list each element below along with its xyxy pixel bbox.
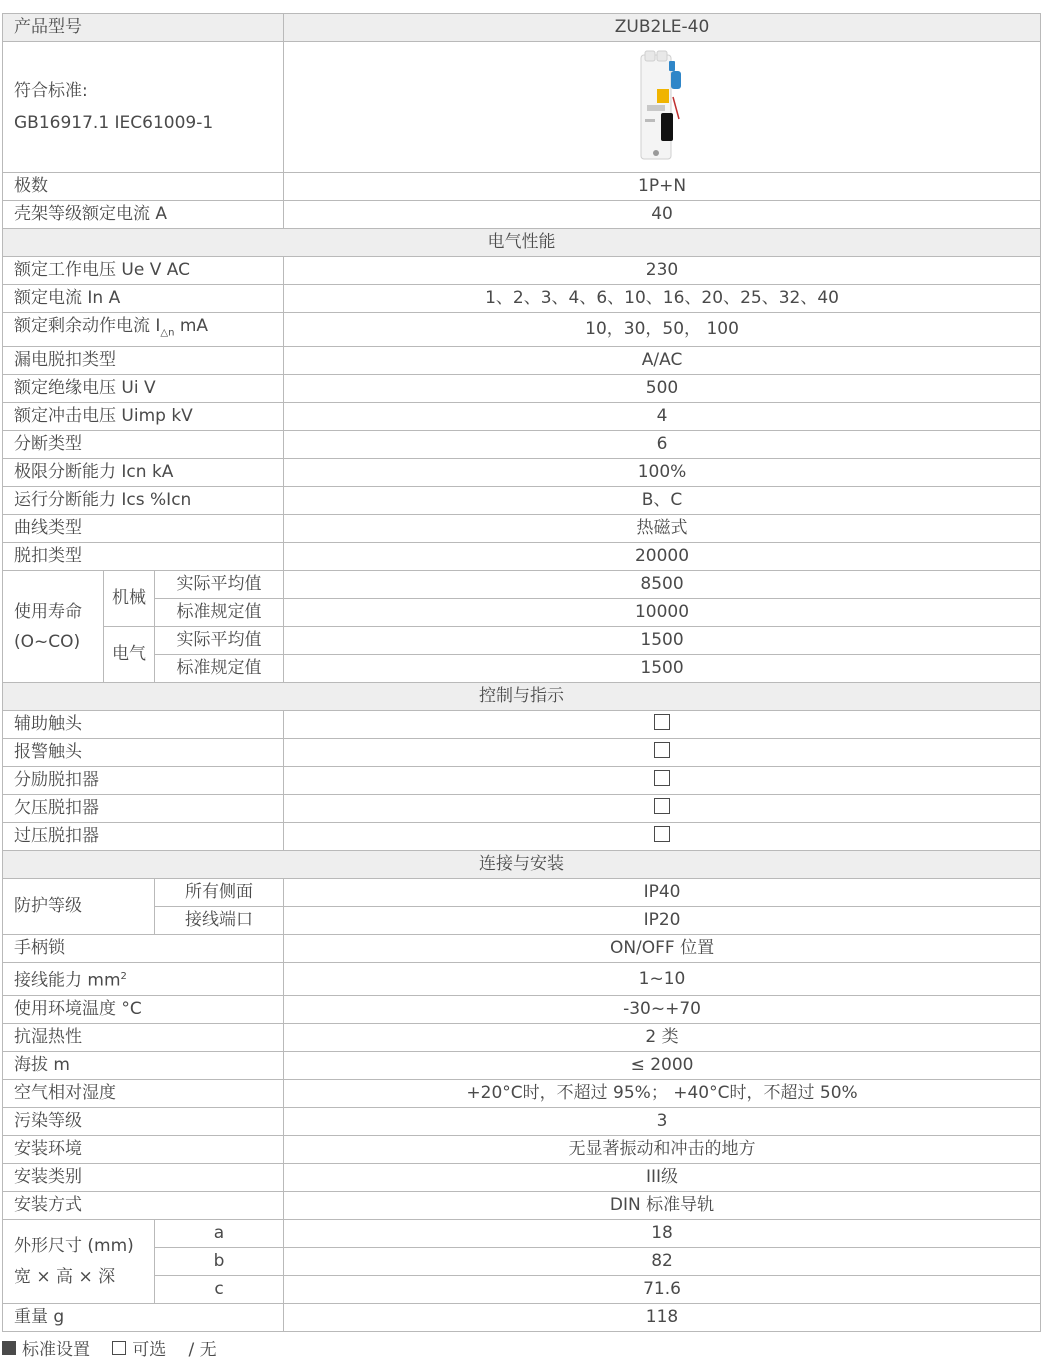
table-row bbox=[3, 823, 1041, 851]
row-value: 1500 bbox=[284, 655, 1041, 683]
optional-checkbox-icon bbox=[654, 826, 670, 842]
section-title: 连接与安装 bbox=[3, 851, 1041, 879]
table-row bbox=[3, 487, 1041, 515]
row-label bbox=[3, 963, 284, 996]
table-row-dim-c bbox=[3, 1276, 1041, 1304]
row-value: 82 bbox=[284, 1248, 1041, 1276]
row-label: 极数 bbox=[3, 173, 284, 201]
row-value: 10000 bbox=[284, 599, 1041, 627]
row-value: ≤ 2000 bbox=[284, 1052, 1041, 1080]
section-header-electrical bbox=[3, 229, 1041, 257]
optional-checkbox-icon bbox=[654, 770, 670, 786]
row-label: 漏电脱扣类型 bbox=[3, 347, 284, 375]
row-sublabel: 标准规定值 bbox=[155, 599, 284, 627]
table-row bbox=[3, 1108, 1041, 1136]
table-row-life-elec-std bbox=[3, 655, 1041, 683]
row-label: 过压脱扣器 bbox=[3, 823, 284, 851]
life-mech-label: 机械 bbox=[104, 571, 155, 627]
spec-table-wrapper bbox=[2, 13, 1040, 1332]
legend-optional: 可选 bbox=[132, 1340, 167, 1360]
row-value: 1~10 bbox=[284, 963, 1041, 996]
table-row bbox=[3, 459, 1041, 487]
row-label-unit: mA bbox=[174, 316, 209, 336]
row-label: 极限分断能力 Icn kA bbox=[3, 459, 284, 487]
row-value: 热磁式 bbox=[284, 515, 1041, 543]
model-label: 产品型号 bbox=[3, 14, 284, 42]
table-row bbox=[3, 375, 1041, 403]
row-value: 无显著振动和冲击的地方 bbox=[284, 1136, 1041, 1164]
legend bbox=[2, 1338, 223, 1362]
row-value: IP20 bbox=[284, 907, 1041, 935]
table-row-frame-current bbox=[3, 201, 1041, 229]
row-label-sub: △n bbox=[160, 327, 175, 339]
optional-checkbox-icon bbox=[654, 742, 670, 758]
row-sublabel: a bbox=[155, 1220, 284, 1248]
table-row bbox=[3, 403, 1041, 431]
row-value: 6 bbox=[284, 431, 1041, 459]
row-sublabel: b bbox=[155, 1248, 284, 1276]
table-row bbox=[3, 795, 1041, 823]
row-value: A/AC bbox=[284, 347, 1041, 375]
life-label-sub: (O~CO) bbox=[14, 631, 81, 652]
optional-cell bbox=[284, 711, 1041, 739]
row-value: 100% bbox=[284, 459, 1041, 487]
table-row-poles bbox=[3, 173, 1041, 201]
section-title: 控制与指示 bbox=[3, 683, 1041, 711]
row-value: 20000 bbox=[284, 543, 1041, 571]
row-value: 3 bbox=[284, 1108, 1041, 1136]
optional-cell bbox=[284, 767, 1041, 795]
row-value: 1P+N bbox=[284, 173, 1041, 201]
row-label: 欠压脱扣器 bbox=[3, 795, 284, 823]
table-row bbox=[3, 711, 1041, 739]
row-label: 空气相对湿度 bbox=[3, 1080, 284, 1108]
table-row bbox=[3, 1136, 1041, 1164]
row-label-main: 接线能力 mm bbox=[14, 971, 121, 992]
row-sublabel: 标准规定值 bbox=[155, 655, 284, 683]
optional-cell bbox=[284, 823, 1041, 851]
table-row-protection-sides bbox=[3, 879, 1041, 907]
row-value: 18 bbox=[284, 1220, 1041, 1248]
row-value: 8500 bbox=[284, 571, 1041, 599]
row-label: 重量 g bbox=[3, 1304, 284, 1332]
standard-square-icon bbox=[2, 1341, 16, 1355]
legend-standard: 标准设置 bbox=[22, 1340, 90, 1360]
table-row bbox=[3, 935, 1041, 963]
standard-cell bbox=[3, 42, 284, 173]
section-title: 电气性能 bbox=[3, 229, 1041, 257]
life-label-main: 使用寿命 bbox=[14, 601, 82, 622]
row-sublabel: 实际平均值 bbox=[155, 571, 284, 599]
product-image bbox=[627, 49, 697, 165]
table-row bbox=[3, 1164, 1041, 1192]
row-value: DIN 标准导轨 bbox=[284, 1192, 1041, 1220]
row-value: +20°C时，不超过 95%； +40°C时，不超过 50% bbox=[284, 1080, 1041, 1108]
section-header-install bbox=[3, 851, 1041, 879]
table-row-life-mech-std bbox=[3, 599, 1041, 627]
table-row bbox=[3, 963, 1041, 996]
standard-label: 符合标准: bbox=[14, 81, 88, 101]
row-label: 辅助触头 bbox=[3, 711, 284, 739]
table-row-life-mech-avg bbox=[3, 571, 1041, 599]
row-label: 额定工作电压 Ue V AC bbox=[3, 257, 284, 285]
model-value: ZUB2LE-40 bbox=[284, 14, 1041, 42]
row-value: ON/OFF 位置 bbox=[284, 935, 1041, 963]
table-row bbox=[3, 257, 1041, 285]
row-label: 安装类别 bbox=[3, 1164, 284, 1192]
row-label: 脱扣类型 bbox=[3, 543, 284, 571]
table-row-life-elec-avg bbox=[3, 627, 1041, 655]
row-label: 额定绝缘电压 Ui V bbox=[3, 375, 284, 403]
row-label: 抗湿热性 bbox=[3, 1024, 284, 1052]
table-row bbox=[3, 347, 1041, 375]
row-label: 手柄锁 bbox=[3, 935, 284, 963]
row-label: 额定冲击电压 Uimp kV bbox=[3, 403, 284, 431]
row-label: 额定电流 In A bbox=[3, 285, 284, 313]
row-value: III级 bbox=[284, 1164, 1041, 1192]
optional-checkbox-icon bbox=[654, 798, 670, 814]
dimensions-label-sub: 宽 × 高 × 深 bbox=[14, 1266, 116, 1287]
row-value: 4 bbox=[284, 403, 1041, 431]
row-value: IP40 bbox=[284, 879, 1041, 907]
spec-table bbox=[2, 13, 1041, 1332]
optional-cell bbox=[284, 739, 1041, 767]
row-value: 40 bbox=[284, 201, 1041, 229]
row-label: 分励脱扣器 bbox=[3, 767, 284, 795]
row-value: B、C bbox=[284, 487, 1041, 515]
row-label bbox=[3, 313, 284, 347]
protection-label: 防护等级 bbox=[3, 879, 155, 935]
row-value: 500 bbox=[284, 375, 1041, 403]
table-row-dim-b bbox=[3, 1248, 1041, 1276]
row-label: 运行分断能力 Ics %Icn bbox=[3, 487, 284, 515]
row-sublabel: 实际平均值 bbox=[155, 627, 284, 655]
legend-none: / 无 bbox=[188, 1340, 217, 1360]
table-row bbox=[3, 515, 1041, 543]
row-label: 使用环境温度 °C bbox=[3, 996, 284, 1024]
row-sublabel: 接线端口 bbox=[155, 907, 284, 935]
row-label: 污染等级 bbox=[3, 1108, 284, 1136]
table-row bbox=[3, 1024, 1041, 1052]
row-label: 安装环境 bbox=[3, 1136, 284, 1164]
row-value: 118 bbox=[284, 1304, 1041, 1332]
row-value: 10，30，50， 100 bbox=[284, 313, 1041, 347]
row-value: 1500 bbox=[284, 627, 1041, 655]
table-row-protection-terminal bbox=[3, 907, 1041, 935]
life-elec-label: 电气 bbox=[104, 627, 155, 683]
row-sublabel: 所有侧面 bbox=[155, 879, 284, 907]
row-label: 曲线类型 bbox=[3, 515, 284, 543]
table-row bbox=[3, 1052, 1041, 1080]
row-value: 1、2、3、4、6、10、16、20、25、32、40 bbox=[284, 285, 1041, 313]
standard-value: GB16917.1 IEC61009-1 bbox=[14, 113, 214, 133]
optional-checkbox-icon bbox=[654, 714, 670, 730]
product-image-cell bbox=[284, 42, 1041, 173]
table-row-dim-a bbox=[3, 1220, 1041, 1248]
row-label: 分断类型 bbox=[3, 431, 284, 459]
row-label: 报警触头 bbox=[3, 739, 284, 767]
table-row bbox=[3, 285, 1041, 313]
table-row-standard bbox=[3, 42, 1041, 173]
table-row bbox=[3, 767, 1041, 795]
table-row bbox=[3, 431, 1041, 459]
row-value: 71.6 bbox=[284, 1276, 1041, 1304]
table-row bbox=[3, 739, 1041, 767]
table-row bbox=[3, 996, 1041, 1024]
dimensions-label bbox=[3, 1220, 155, 1304]
row-label: 壳架等级额定电流 A bbox=[3, 201, 284, 229]
table-row bbox=[3, 1192, 1041, 1220]
row-value: 2 类 bbox=[284, 1024, 1041, 1052]
table-row bbox=[3, 1080, 1041, 1108]
table-row-weight bbox=[3, 1304, 1041, 1332]
row-label-main: 额定剩余动作电流 I bbox=[14, 316, 161, 336]
row-label: 安装方式 bbox=[3, 1192, 284, 1220]
row-sublabel: c bbox=[155, 1276, 284, 1304]
row-label: 海拔 m bbox=[3, 1052, 284, 1080]
optional-cell bbox=[284, 795, 1041, 823]
table-row-model bbox=[3, 14, 1041, 42]
life-label bbox=[3, 571, 104, 683]
row-label-sup: 2 bbox=[120, 971, 127, 983]
table-row bbox=[3, 313, 1041, 347]
table-row bbox=[3, 543, 1041, 571]
row-value: 230 bbox=[284, 257, 1041, 285]
section-header-control bbox=[3, 683, 1041, 711]
row-value: -30~+70 bbox=[284, 996, 1041, 1024]
optional-square-icon bbox=[112, 1341, 126, 1355]
dimensions-label-main: 外形尺寸 (mm) bbox=[14, 1235, 134, 1256]
